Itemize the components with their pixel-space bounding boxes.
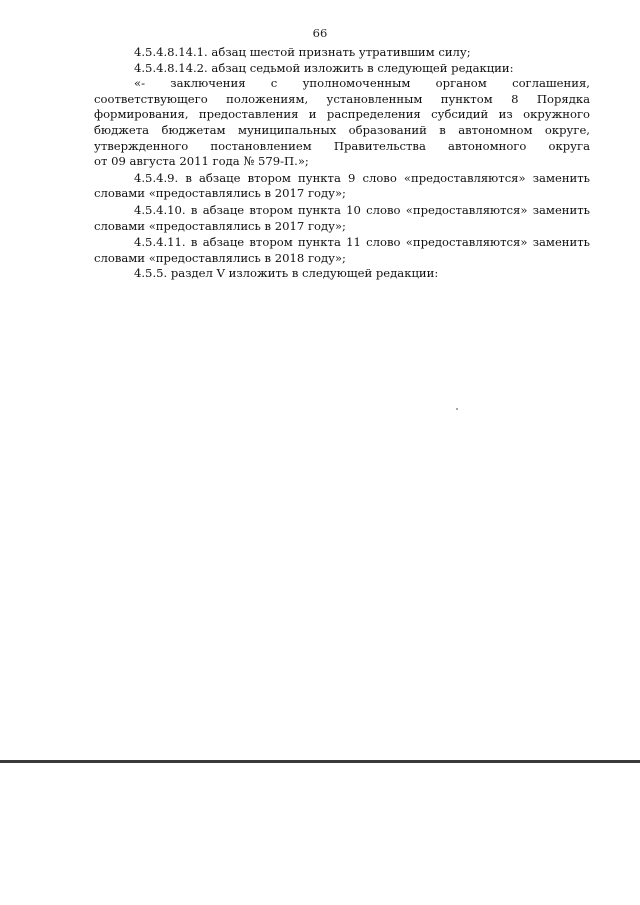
paragraph-4-5-4-10-line-1: 4.5.4.10. в абзаце втором пункта 10 слово «предоставляются» заменить	[134, 202, 590, 217]
quoted-text-line-1: «- заключения с уполномоченным органом соглашения,	[134, 76, 590, 91]
paragraph-4-5-4-8-14-1: 4.5.4.8.14.1. абзац шестой признать утратившим силу;	[134, 45, 471, 59]
paragraph-4-5-4-8-14-2: 4.5.4.8.14.2. абзац седьмой изложить в следующей редакции:	[134, 60, 514, 75]
quoted-text-line-2: соответствующего положениям, установленным пунктом 8 Порядка	[94, 91, 590, 106]
document-body	[94, 45, 590, 282]
quoted-text-line-5: утвержденного постановлением Правительства автономного округа	[94, 138, 590, 153]
paragraph-4-5-5: 4.5.5. раздел V изложить в следующей редакции:	[134, 266, 439, 281]
scan-speck	[456, 408, 458, 410]
quoted-text-line-3: формирования, предоставления и распределения субсидий из окружного	[94, 107, 590, 122]
paragraph-4-5-4-10-line-2: словами «предоставлялись в 2017 году»;	[94, 218, 346, 233]
quoted-text-line-6: от 09 августа 2011 года № 579-П.»;	[94, 154, 309, 169]
page-number: 66	[312, 26, 328, 40]
paragraph-4-5-4-9-line-2: словами «предоставлялись в 2017 году»;	[94, 186, 346, 201]
paragraph-4-5-4-11-line-2: словами «предоставлялись в 2018 году»;	[94, 250, 346, 265]
paragraph-4-5-4-11-line-1: 4.5.4.11. в абзаце втором пункта 11 слово «предоставляются» заменить	[134, 235, 590, 250]
scan-bottom-edge	[0, 760, 640, 763]
paragraph-4-5-4-9-line-1: 4.5.4.9. в абзаце втором пункта 9 слово «предоставляются» заменить	[134, 170, 590, 185]
quoted-text-line-4: бюджета бюджетам муниципальных образований в автономном округе,	[94, 122, 590, 137]
